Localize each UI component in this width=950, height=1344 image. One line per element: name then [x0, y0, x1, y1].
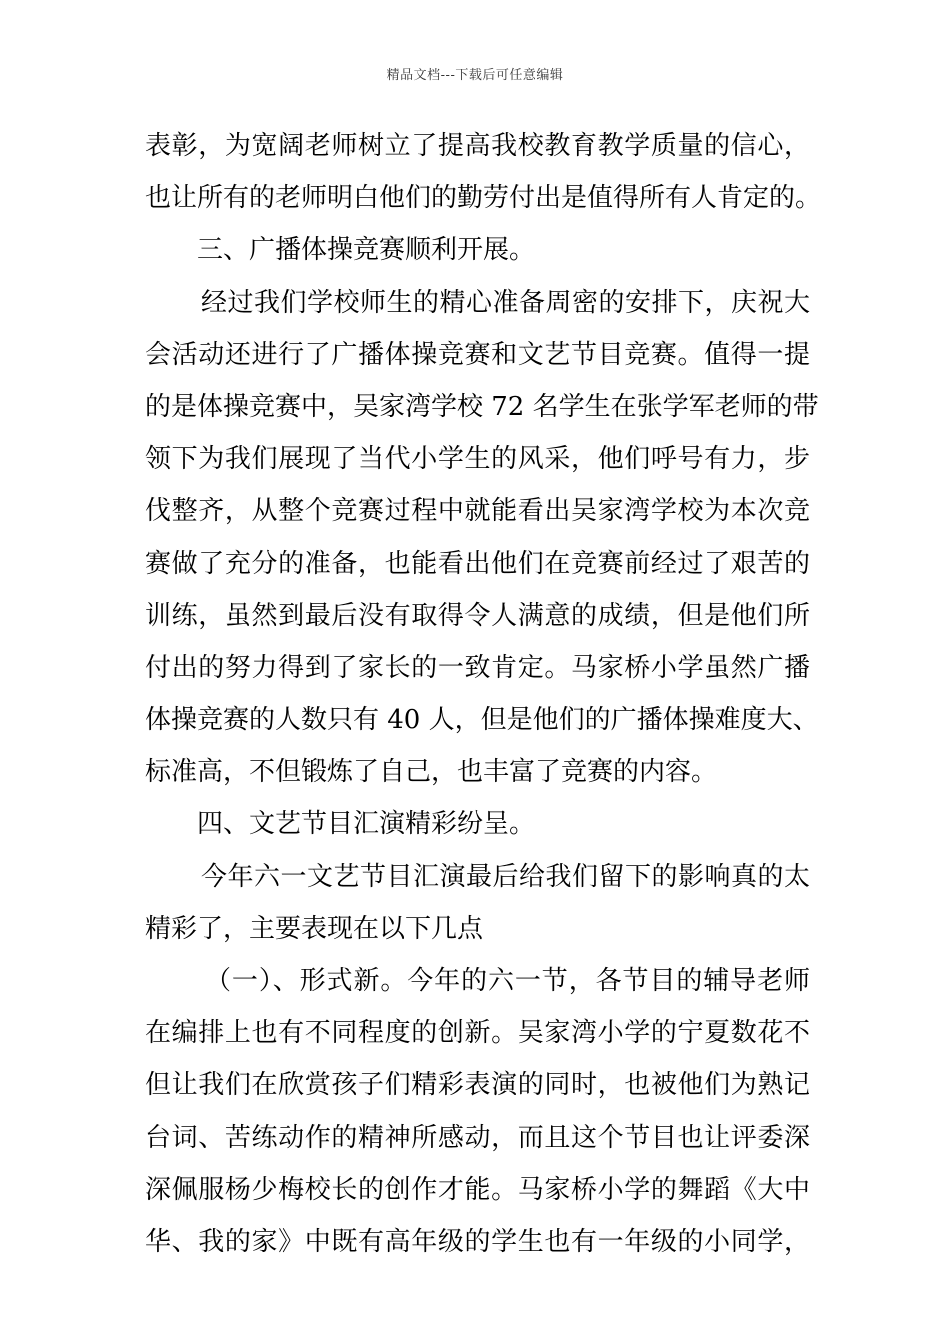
text-line: 会活动还进行了广播体操竞赛和文艺节目竞赛。值得一提 — [145, 339, 810, 370]
text-line: 三、广播体操竞赛顺利开展。 — [197, 235, 536, 266]
text-line: 经过我们学校师生的精心准备周密的安排下，庆祝大 — [201, 287, 810, 318]
text-line: 深佩服杨少梅校长的创作才能。马家桥小学的舞蹈《大中 — [145, 1174, 810, 1205]
text-line: 的是体操竞赛中，吴家湾学校 72 名学生在张学军老师的带 — [145, 391, 819, 422]
text-line: 付出的努力得到了家长的一致肯定。马家桥小学虽然广播 — [145, 652, 810, 683]
text-line: 训练，虽然到最后没有取得令人满意的成绩，但是他们所 — [145, 600, 810, 631]
text-line: 华、我的家》中既有高年级的学生也有一年级的小同学， — [145, 1226, 810, 1257]
text-line: 精彩了，主要表现在以下几点 — [145, 913, 484, 944]
text-line: 标准高，不但锻炼了自己，也丰富了竞赛的内容。 — [145, 757, 718, 788]
text-line: 今年六一文艺节目汇演最后给我们留下的影响真的太 — [201, 861, 810, 892]
text-line: 在编排上也有不同程度的创新。吴家湾小学的宁夏数花不 — [145, 1018, 810, 1049]
text-line: 但让我们在欣赏孩子们精彩表演的同时，也被他们为熟记 — [145, 1070, 810, 1101]
text-line: （一）、形式新。今年的六一节，各节目的辅导老师 — [205, 966, 810, 996]
text-line: 表彰，为宽阔老师树立了提高我校教育教学质量的信心， — [145, 131, 810, 161]
text-line: 领下为我们展现了当代小学生的风采，他们呼号有力，步 — [145, 444, 810, 475]
text-line: 台词、苦练动作的精神所感动，而且这个节目也让评委深 — [145, 1122, 810, 1153]
text-line: 四、文艺节目汇演精彩纷呈。 — [197, 809, 536, 840]
document-body — [145, 126, 822, 1274]
text-line: 也让所有的老师明白他们的勤劳付出是值得所有人肯定的。 — [145, 183, 822, 214]
text-line: 伐整齐，从整个竞赛过程中就能看出吴家湾学校为本次竞 — [145, 496, 810, 527]
text-line: 赛做了充分的准备，也能看出他们在竞赛前经过了艰苦的 — [145, 548, 810, 579]
page-header: 精品文档---下载后可任意编辑 — [386, 68, 564, 83]
text-line: 体操竞赛的人数只有 40 人，但是他们的广播体操难度大、 — [145, 705, 819, 736]
